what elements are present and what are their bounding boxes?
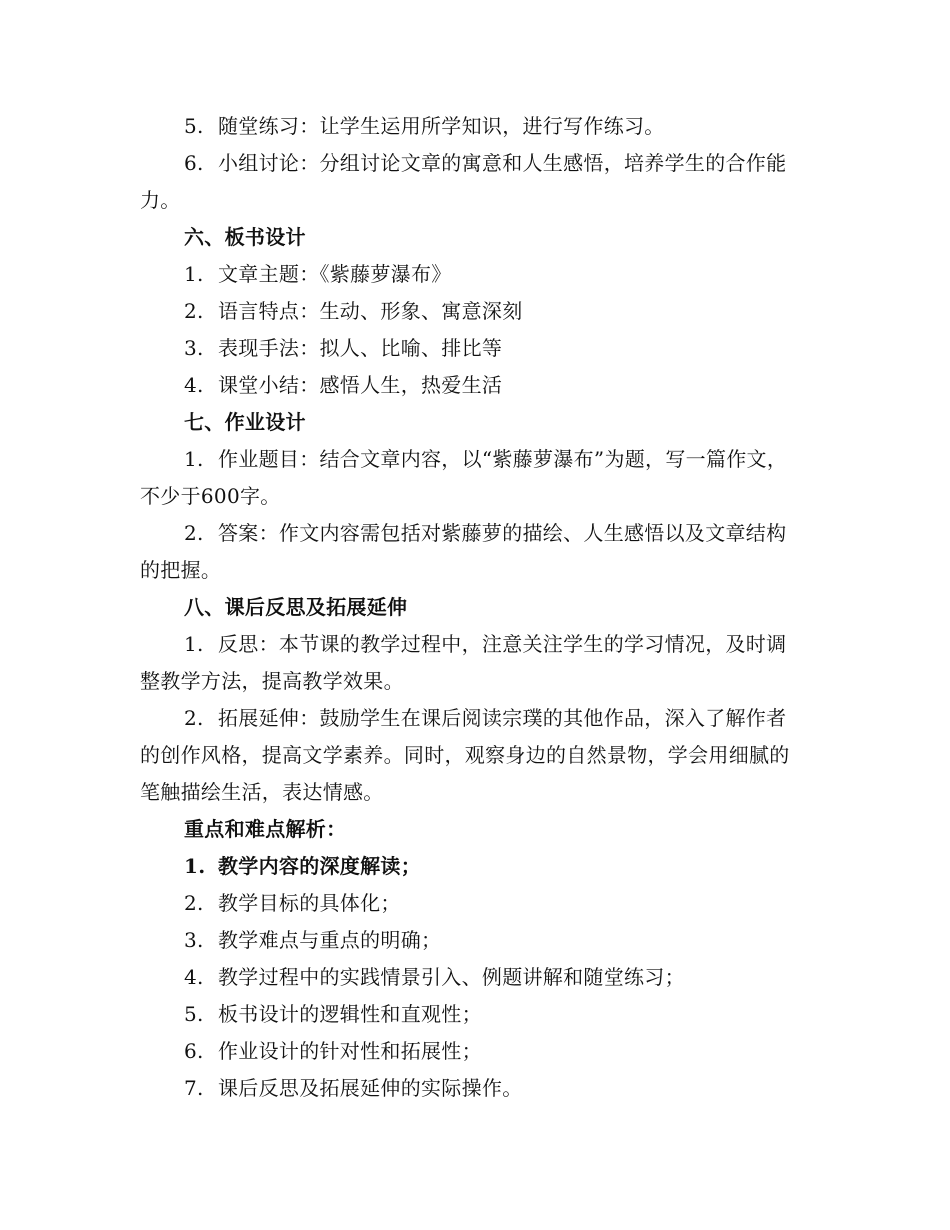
list-item xyxy=(140,108,805,145)
item-number: 6. xyxy=(184,151,204,175)
item-number: 2. xyxy=(184,299,204,323)
item-number: 7. xyxy=(184,1076,204,1100)
section-heading-homework-design: 七、作业设计 xyxy=(184,410,306,434)
item-text: 教学过程中的实践情景引入、例题讲解和随堂练习； xyxy=(218,965,685,989)
item-text: 随堂练习：让学生运用所学知识，进行写作练习。 xyxy=(218,114,665,138)
list-item xyxy=(140,1070,805,1107)
item-number: 4. xyxy=(184,373,204,397)
item-text: 课后反思及拓展延伸的实际操作。 xyxy=(218,1076,523,1100)
item-number: 4. xyxy=(184,965,204,989)
section-heading-reflection: 八、课后反思及拓展延伸 xyxy=(184,595,408,619)
item-text: 小组讨论：分组讨论文章的寓意和人生感悟，培养学生的合作能力。 xyxy=(140,151,787,212)
item-text: 课堂小结：感悟人生，热爱生活 xyxy=(218,373,503,397)
list-item xyxy=(140,441,805,515)
list-item xyxy=(140,1033,805,1070)
item-number: 1. xyxy=(184,262,204,286)
item-text: 教学内容的深度解读； xyxy=(218,854,421,878)
item-number: 3. xyxy=(184,928,204,952)
list-item xyxy=(140,256,805,293)
item-text: 作业题目：结合文章内容，以“紫藤萝瀑布”为题，写一篇作文，不少于600字。 xyxy=(140,447,788,508)
list-item xyxy=(140,922,805,959)
item-number: 2. xyxy=(184,706,204,730)
item-text: 拓展延伸：鼓励学生在课后阅读宗璞的其他作品，深入了解作者的创作风格，提高文学素养。同时，观察身边的自然景物，学会用细腻的笔触描绘生活，表达情感。 xyxy=(140,706,790,804)
item-text: 教学目标的具体化； xyxy=(218,891,401,915)
item-number: 1. xyxy=(184,632,204,656)
document-body xyxy=(140,108,805,1107)
list-item xyxy=(140,330,805,367)
list-item xyxy=(140,700,805,811)
item-text: 文章主题：《紫藤萝瀑布》 xyxy=(218,262,452,286)
item-number: 5. xyxy=(184,1002,204,1026)
item-number: 3. xyxy=(184,336,204,360)
item-number: 2. xyxy=(184,891,204,915)
list-item xyxy=(140,848,805,885)
item-number: 6. xyxy=(184,1039,204,1063)
item-text: 板书设计的逻辑性和直观性； xyxy=(218,1002,482,1026)
item-text: 语言特点：生动、形象、寓意深刻 xyxy=(218,299,523,323)
list-item xyxy=(140,996,805,1033)
list-item xyxy=(140,145,805,219)
item-number: 1. xyxy=(184,447,204,471)
list-item xyxy=(140,626,805,700)
list-item xyxy=(140,885,805,922)
item-text: 作业设计的针对性和拓展性； xyxy=(218,1039,482,1063)
item-text: 答案：作文内容需包括对紫藤萝的描绘、人生感悟以及文章结构的把握。 xyxy=(140,521,787,582)
list-item xyxy=(140,515,805,589)
item-text: 反思：本节课的教学过程中，注意关注学生的学习情况，及时调整教学方法，提高教学效果。 xyxy=(140,632,787,693)
item-number: 2. xyxy=(184,521,204,545)
item-number: 1. xyxy=(184,854,206,878)
section-heading-board-design: 六、板书设计 xyxy=(184,225,306,249)
list-item xyxy=(140,959,805,996)
section-heading-key-points: 重点和难点解析： xyxy=(184,817,347,841)
item-text: 表现手法：拟人、比喻、排比等 xyxy=(218,336,503,360)
item-text: 教学难点与重点的明确； xyxy=(218,928,442,952)
list-item xyxy=(140,293,805,330)
item-number: 5. xyxy=(184,114,204,138)
list-item xyxy=(140,367,805,404)
